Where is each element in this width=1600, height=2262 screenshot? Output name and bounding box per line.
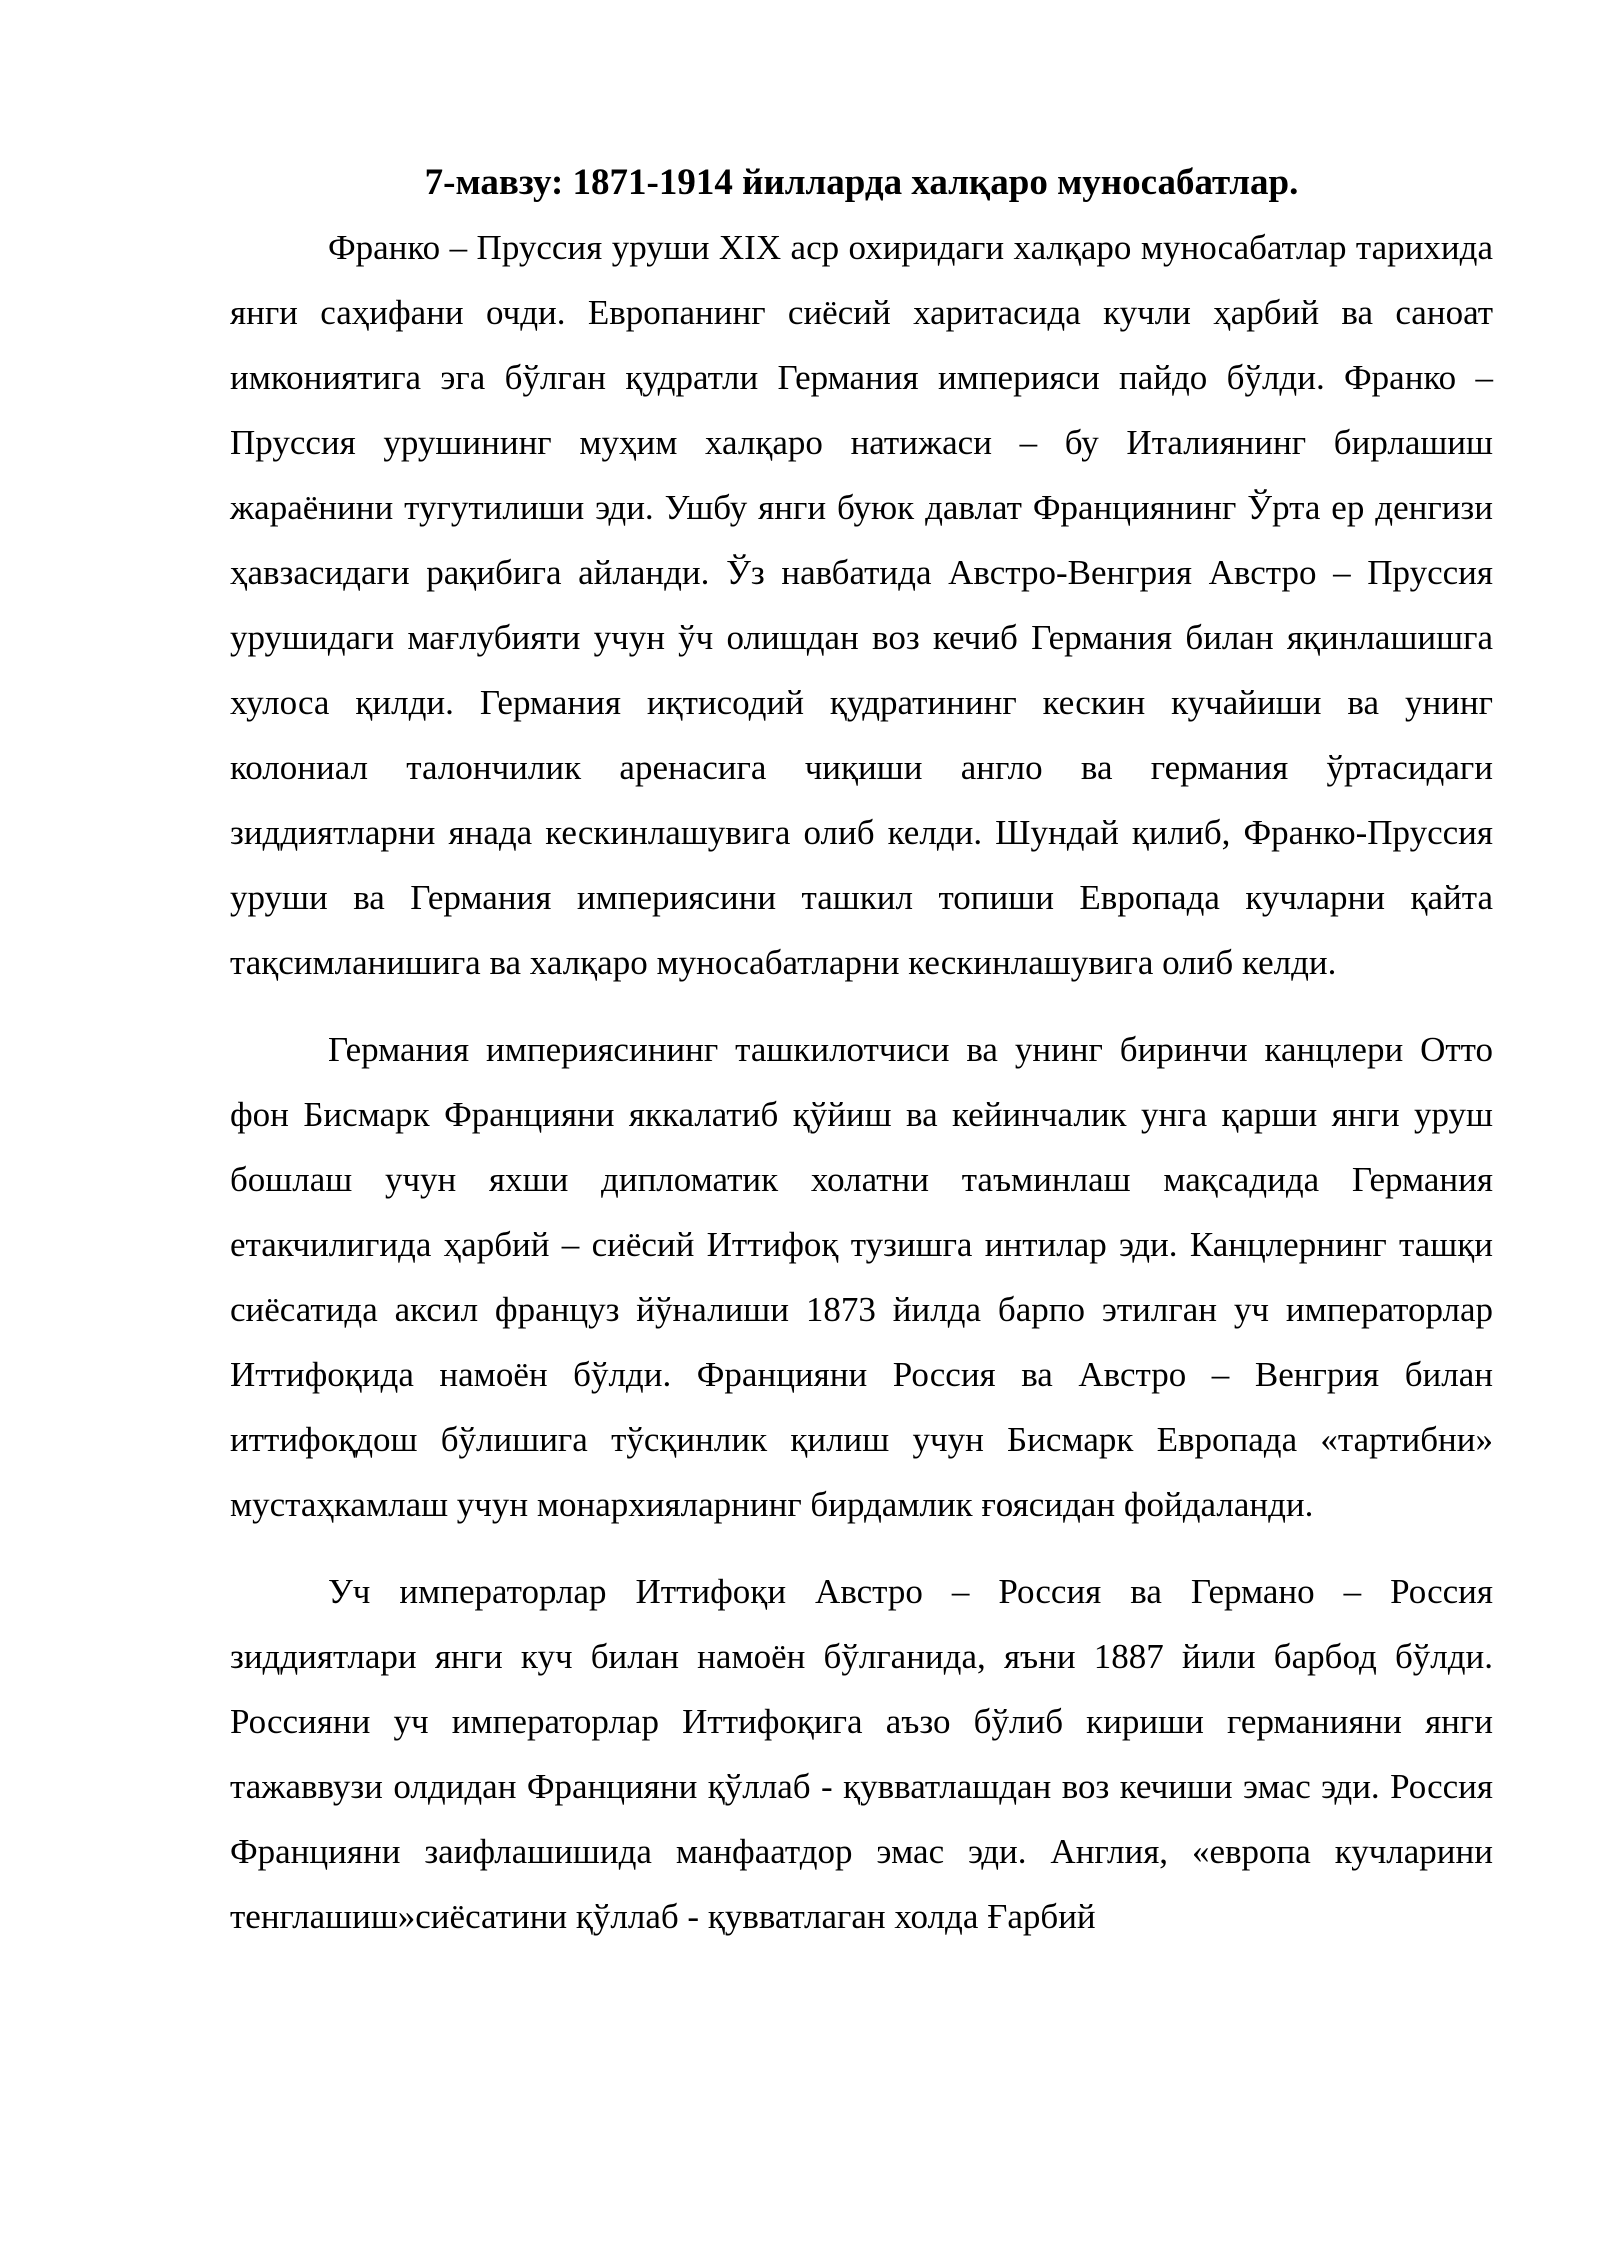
paragraph: Уч императорлар Иттифоқи Австро – Россия ва Германо – Россия зиддиятлари янги куч билан намоён бўлганида, яъни 1887 йили барбод бўлди. Россияни уч императорлар Иттифоқига аъзо бўлиб кириши германияни янги тажаввузи олдидан Францияни қўллаб - қувватлашдан воз кечиши эмас эди. Россия Францияни заифлашишида манфаатдор эмас эди. Англия, «европа кучларини тенглашиш»сиёсатини қўллаб - қувватлаган холда Ғарбий [230, 1572, 1493, 1936]
paragraph: Франко – Пруссия уруши XIX аср охиридаги халқаро муносабатлар тарихида янги саҳифани очди. Европанинг сиёсий харитасида кучли ҳарбий ва саноат имкониятига эга бўлган қудратли Германия империяси пайдо бўлди. Франко – Пруссия урушининг муҳим халқаро натижаси – бу Италиянинг бирлашиш жараёнини тугутилиши эди. Ушбу янги буюк давлат Франциянинг Ўрта ер денгизи ҳавзасидаги рақибига айланди. Ўз навбатида Австро-Венгрия Австро – Пруссия урушидаги мағлубияти учун ўч олишдан воз кечиб Германия билан яқинлашишга хулоса қилди. Германия иқтисодий қудратининг кескин кучайиши ва унинг колониал талончилик аренасига чиқиши англо ва германия ўртасидаги зиддиятларни янада кескинлашувига олиб келди. Шундай қилиб, Франко-Пруссия уруши ва Германия империясини ташкил топиши Европада кучларни қайта тақсимланишига ва халқаро муносабатларни кескинлашувига олиб келди. [230, 228, 1493, 982]
document-body [230, 150, 1493, 1949]
paragraph: Германия империясининг ташкилотчиси ва унинг биринчи канцлери Отто фон Бисмарк Францияни яккалатиб қўйиш ва кейинчалик унга қарши янги уруш бошлаш учун яхши дипломатик холатни таъминлаш мақсадида Германия етакчилигида ҳарбий – сиёсий Иттифоқ тузишга интилар эди. Канцлернинг ташқи сиёсатида аксил француз йўналиши 1873 йилда барпо этилган уч императорлар Иттифоқида намоён бўлди. Францияни Россия ва Австро – Венгрия билан иттифоқдош бўлишига тўсқинлик қилиш учун Бисмарк Европада «тартибни» мустаҳкамлаш учун монархияларнинг бирдамлик ғоясидан фойдаланди. [230, 1030, 1493, 1524]
document-title: 7-мавзу: 1871-1914 йилларда халқаро муносабатлар. [424, 162, 1299, 203]
